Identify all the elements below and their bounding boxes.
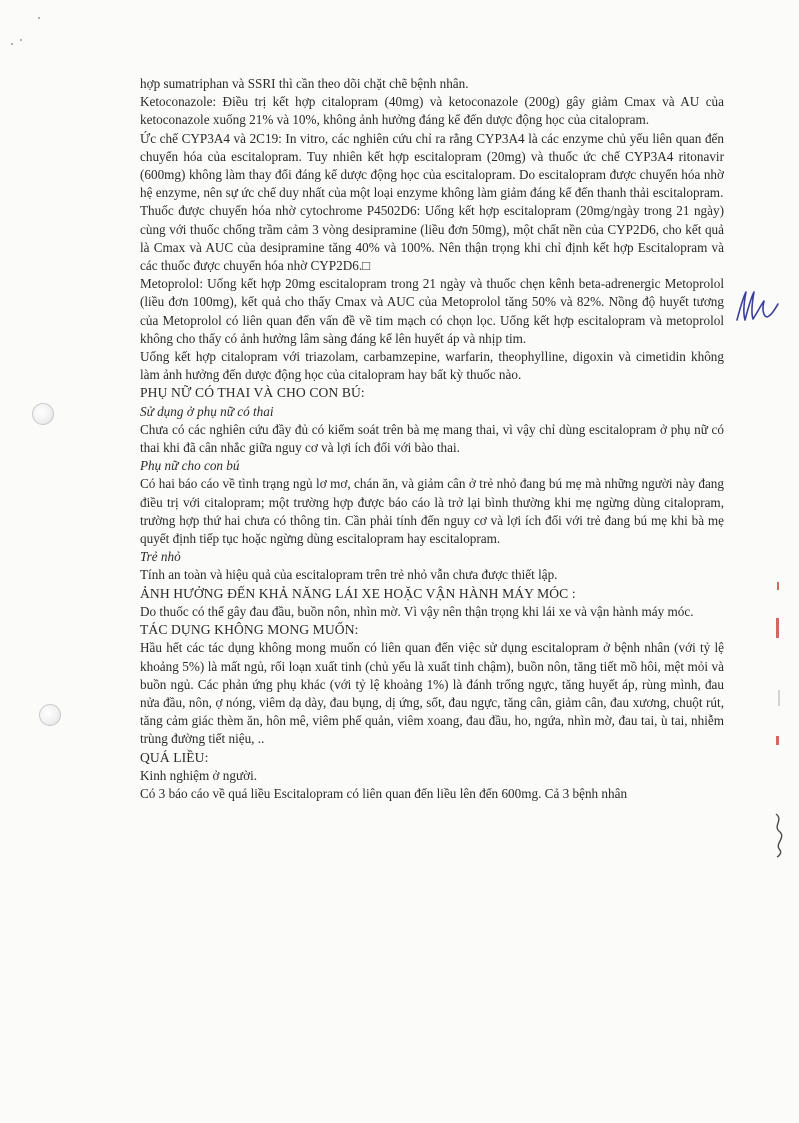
section-heading-pregnancy: PHỤ NỮ CÓ THAI VÀ CHO CON BÚ: xyxy=(140,385,365,401)
driving-text: Do thuốc có thể gây đau đầu, buồn nôn, nhìn mờ. Vì vậy nên thận trọng khi lái xe và vận hành máy móc. xyxy=(140,603,694,619)
breastfeeding-text: Có hai báo cáo về tình trạng ngủ lơ mơ, chán ăn, và giảm cân ở trẻ nhỏ đang bú mẹ mà những người này đang điều trị với citalopram; một trường hợp được báo cáo là trở lại bình thường khi mẹ ngừng dùng citalopram, trường hợp thứ hai chưa có thông tin. Cần phải tính đến nguy cơ và lợi ích đối với trẻ đang bú mẹ khi bà mẹ quyết định tiếp tục hoặc ngừng dùng escitalopram hay escitalopram. xyxy=(140,476,724,547)
subheading-pregnant-use: Sử dụng ở phụ nữ có thai xyxy=(140,403,274,419)
subheading-breastfeeding: Phụ nữ cho con bú xyxy=(140,458,240,474)
edge-stamp-squiggle xyxy=(770,812,790,858)
section-heading-side-effects: TÁC DỤNG KHÔNG MONG MUỐN: xyxy=(140,622,359,638)
edge-stamp-mark xyxy=(777,582,779,590)
interaction-other-drugs: Uống kết hợp citalopram với triazolam, carbamzepine, warfarin, theophylline, digoxin và cimetidin không làm ảnh hưởng đến dược động học của citalopram hay bất kỳ thuốc nào. xyxy=(140,349,724,383)
interaction-cyp2d6: Thuốc được chuyển hóa nhờ cytochrome P4502D6: Uống kết hợp escitalopram (20mg/ngày trong 21 ngày) cùng với thuốc chống trầm cảm 3 vòng desipramine (liều đơn 50mg), một chất nền của CYP2D6, cho kết quả là Cmax và AUC của desipramine tăng 40% và 100%. Nên thận trọng khi chỉ định kết hợp Escitalopram và các thuốc được chuyển hóa nhờ CYP2D6.□ xyxy=(140,203,724,274)
pregnancy-text: Chưa có các nghiên cứu đầy đủ có kiểm soát trên bà mẹ mang thai, vì vậy chỉ dùng escitalopram ở phụ nữ có thai khi đã cân nhắc giữa nguy cơ và lợi ích đối với bào thai. xyxy=(140,421,724,456)
interaction-ketoconazole: Ketoconazole: Điều trị kết hợp citalopram (40mg) và ketoconazole (200g) gây giảm Cmax và AU của ketoconazole xuống 21% và 10%, không ảnh hưởng đáng kể đến dược động học của citalopram. xyxy=(140,94,724,128)
edge-scan-mark xyxy=(778,690,780,706)
overdose-text: Có 3 báo cáo về quá liều Escitalopram có liên quan đến liều lên đến 600mg. Cả 3 bệnh nhân xyxy=(140,785,628,801)
scan-speck xyxy=(20,39,22,41)
section-heading-driving: ẢNH HƯỞNG ĐẾN KHẢ NĂNG LÁI XE HOẶC VẬN HÀNH MÁY MÓC : xyxy=(140,585,576,601)
document-body xyxy=(140,75,724,803)
handwritten-signature xyxy=(733,287,781,327)
section-heading-overdose: QUÁ LIỀU: xyxy=(140,749,209,765)
edge-stamp-mark xyxy=(776,736,779,745)
side-effects-text: Hầu hết các tác dụng không mong muốn có liên quan đến việc sử dụng escitalopram ở bệnh nhân (với tỷ lệ khoảng 5%) là mất ngủ, rối loạn xuất tinh (chủ yếu là xuất tinh chậm), buồn nôn, tăng tiết mồ hôi, mệt mỏi và buồn ngủ. Các phản ứng phụ khác (với tỷ lệ khoảng 1%) là đánh trống ngực, tăng huyết áp, rùng mình, đau nửa đầu, nôn, ợ nóng, viêm dạ dày, đau bụng, dị ứng, sốt, đau ngực, tăng cân, giảm cân, đau xương, chuột rút, tăng cảm giác thèm ăn, hôn mê, viêm phế quản, viêm xoang, đau đầu, ho, ngứa, nhìn mờ, đau tai, ù tai, nhiễm trùng đường tiết niệu, .. xyxy=(140,640,724,747)
subheading-children: Trẻ nhỏ xyxy=(140,549,181,565)
scan-speck xyxy=(38,17,40,19)
scan-speck xyxy=(11,43,13,45)
interaction-metoprolol: Metoprolol: Uống kết hợp 20mg escitalopram trong 21 ngày và thuốc chẹn kênh beta-adrenergic Metoprolol (liều đơn 100mg), kết quả cho thấy Cmax và AUC của Metoprolol tăng 50% và 82%. Nồng độ huyết tương của Metoprolol có liên quan đến vấn đề về tim mạch có chọn lọc. Uống kết hợp escitalopram và metoprolol không cho thấy có ảnh hưởng lâm sàng đáng kể lên huyết áp và nhịp tim. xyxy=(140,276,724,346)
interaction-cyp3a4: Ức chế CYP3A4 và 2C19: In vitro, các nghiên cứu chỉ ra rằng CYP3A4 là các enzyme chủ yếu liên quan đến chuyển hóa của escitalopram. Tuy nhiên kết hợp escitalopram (20mg) và thuốc ức chế CYP3A4 ritonavir (600mg) không làm thay đổi đáng kể dược động học của escitalopram. Do escitalopram được chuyển hóa nhờ hệ enzyme, nên sự ức chế duy nhất của một loại enzyme không làm giảm đáng kể đến thanh thải escitalopram. xyxy=(140,130,724,201)
interaction-note-sumatriptan: hợp sumatriphan và SSRI thì cần theo dõi chặt chẽ bệnh nhân. xyxy=(140,76,469,91)
edge-stamp-mark xyxy=(776,618,779,638)
punch-hole-lower xyxy=(39,704,61,726)
overdose-human-experience: Kinh nghiệm ở người. xyxy=(140,767,258,783)
punch-hole-upper xyxy=(32,403,54,425)
children-text: Tính an toàn và hiệu quả của escitalopram trên trẻ nhỏ vẫn chưa được thiết lập. xyxy=(140,567,558,583)
